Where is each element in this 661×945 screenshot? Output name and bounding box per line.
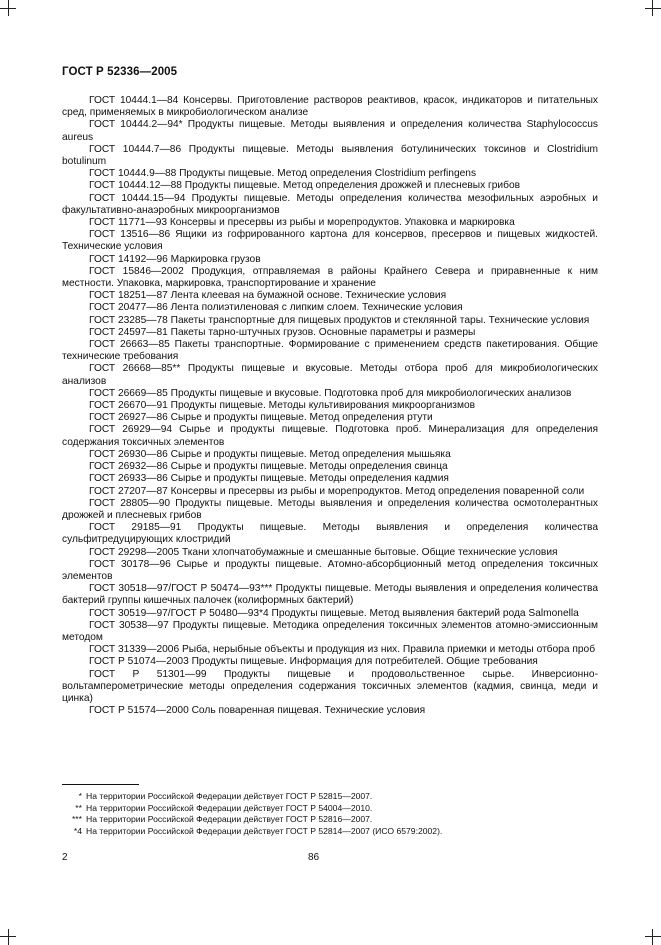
footnote-text: На территории Российской Федерации действует ГОСТ Р 52814—2007 (ИСО 6579:2002). [86,825,443,836]
reference-item: ГОСТ 30538—97 Продукты пищевые. Методика определения токсичных элементов атомно-эмиссионным методом [62,619,598,643]
reference-item: ГОСТ 10444.15—94 Продукты пищевые. Методы определения количества мезофильных аэробных и факультативно-анаэробных микроорганизмов [62,192,598,216]
crop-mark-bottom-left-v [8,929,9,945]
document-header: ГОСТ Р 52336—2005 [62,66,178,78]
reference-item: ГОСТ 13516—86 Ящики из гофрированного картона для консервов, пресервов и пищевых жидкостей. Технические условия [62,229,598,253]
crop-mark-bottom-right-h [645,936,661,937]
reference-item: ГОСТ 11771—93 Консервы и пресервы из рыбы и морепродуктов. Упаковка и маркировка [89,217,515,229]
reference-item: ГОСТ 26927—86 Сырье и продукты пищевые. Метод определения ртути [89,412,433,424]
footnote [62,791,598,803]
crop-mark-bottom-right-v [652,929,653,945]
normative-references-list [62,95,598,717]
reference-item: ГОСТ 10444.2—94* Продукты пищевые. Методы выявления и определения количества Staphylococcus aureus [62,119,598,143]
reference-item: ГОСТ 26932—86 Сырье и продукты пищевые. Методы определения свинца [89,461,448,473]
footnote [62,803,598,815]
reference-item: ГОСТ 30178—96 Сырье и продукты пищевые. Атомно-абсорбционный метод определения токсичных элементов [62,558,598,582]
crop-mark-bottom-left-h [0,936,16,937]
reference-item: ГОСТ 26933—86 Сырье и продукты пищевые. Методы определения кадмия [89,473,449,485]
crop-mark-top-left-h [0,8,16,9]
footnote-mark: *4 [73,825,82,836]
crop-mark-top-right-h [645,8,661,9]
reference-item: ГОСТ 29185—91 Продукты пищевые. Методы выявления и определения количества сульфитредуцирующих клостридий [62,522,598,546]
reference-item: ГОСТ 10444.9—88 Продукты пищевые. Метод определения Clostridium perfingens [89,168,477,180]
reference-item: ГОСТ 18251—87 Лента клеевая на бумажной основе. Технические условия [89,290,447,302]
footnotes [62,791,598,837]
reference-item: ГОСТ 20477—86 Лента полиэтиленовая с липким слоем. Технические условия [89,302,463,314]
reference-item: ГОСТ 26669—85 Продукты пищевые и вкусовые. Подготовка проб для микробиологических анализов [89,387,572,399]
reference-item: ГОСТ 26930—86 Сырье и продукты пищевые. Метод определения мышьяка [89,448,451,460]
reference-item: ГОСТ Р 51574—2000 Соль поваренная пищевая. Технические условия [89,705,426,717]
footnote-mark: *** [71,814,82,825]
footnote [62,826,598,838]
reference-item: ГОСТ Р 51074—2003 Продукты пищевые. Информация для потребителей. Общие требования [89,656,538,668]
reference-item: ГОСТ 26663—85 Пакеты транспортные. Формирование с применением средств пакетирования. Общие технические требования [62,339,598,363]
reference-item: ГОСТ 30518—97/ГОСТ Р 50474—93*** Продукты пищевые. Методы выявления и определения количества бактерий группы кишечных палочек (колиформных бактерий) [62,583,598,607]
reference-item: ГОСТ 10444.1—84 Консервы. Приготовление растворов реактивов, красок, индикаторов и питательных сред, применяемых в микробиологическом анализе [62,95,598,119]
reference-item: ГОСТ 23285—78 Пакеты транспортные для пищевых продуктов и стеклянной тары. Технические условия [89,314,590,326]
reference-item: ГОСТ 14192—96 Маркировка грузов [89,253,261,265]
reference-item: ГОСТ 24597—81 Пакеты тарно-штучных грузов. Основные параметры и размеры [89,326,476,338]
reference-item: ГОСТ 26929—94 Сырье и продукты пищевые. Подготовка проб. Минерализация для определения содержания токсичных элементов [62,424,598,448]
reference-item: ГОСТ 26668—85** Продукты пищевые и вкусовые. Методы отбора проб для микробиологических анализов [62,363,598,387]
footnote-mark: * [78,791,82,801]
reference-item: ГОСТ 27207—87 Консервы и пресервы из рыбы и морепродуктов. Метод определения поваренной соли [89,485,585,497]
reference-item: ГОСТ 10444.7—86 Продукты пищевые. Методы выявления ботулинических токсинов и Clostridium botulinum [62,143,598,168]
reference-item: ГОСТ 31339—2006 Рыба, нерыбные объекты и продукция из них. Правила приемки и методы отбора проб [89,644,596,656]
page-number-center: 86 [308,852,320,863]
footnote-text: На территории Российской Федерации действует ГОСТ Р 52815—2007. [86,791,373,801]
reference-item: ГОСТ 10444.12—88 Продукты пищевые. Метод определения дрожжей и плесневых грибов [89,180,521,192]
reference-item: ГОСТ 29298—2005 Ткани хлопчатобумажные и смешанные бытовые. Общие технические условия [89,546,558,558]
reference-item: ГОСТ 28805—90 Продукты пищевые. Методы выявления и определения количества осмотолерантных дрожжей и плесневых грибов [62,497,598,521]
footnote [62,814,598,826]
footnote-separator [62,784,139,785]
footnote-text: На территории Российской Федерации действует ГОСТ Р 52816—2007. [86,814,373,825]
footnote-text: На территории Российской Федерации действует ГОСТ Р 54004—2010. [86,802,373,813]
reference-item: ГОСТ 26670—91 Продукты пищевые. Методы культивирования микроорганизмов [89,400,476,412]
page-number-left: 2 [62,852,68,863]
reference-item: ГОСТ 15846—2002 Продукция, отправляемая в районы Крайнего Севера и приравненные к ним местности. Упаковка, маркировка, транспортирование и хранение [62,265,598,290]
reference-item: ГОСТ 30519—97/ГОСТ Р 50480—93*4 Продукты пищевые. Метод выявления бактерий рода Salmonella [89,607,579,619]
reference-item: ГОСТ Р 51301—99 Продукты пищевые и продовольственное сырье. Инверсионно-вольтамперометрические методы определения содержания токсичных элементов (кадмия, свинца, меди и цинка) [62,668,598,704]
footnote-mark: ** [75,802,82,813]
